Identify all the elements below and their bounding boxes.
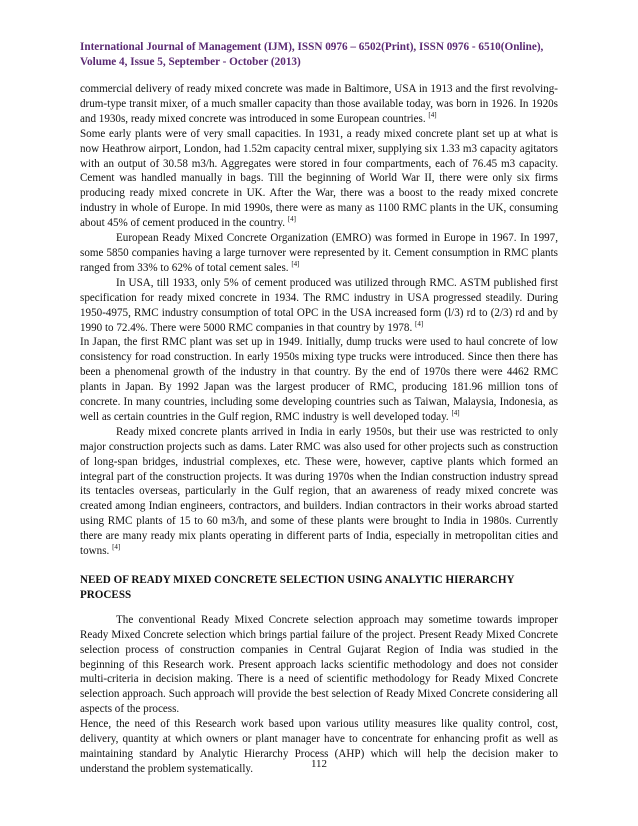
- paragraph-baltimore: commercial delivery of ready mixed concrete was made in Baltimore, USA in 1913 and the first revolving-drum-type transit mixer, of a much smaller capacity than those available today, was born in 1926. In 1920s and 1930s, ready mixed concrete was introduced in some European countries. [4]: [80, 83, 558, 125]
- page-number: 112: [310, 758, 328, 770]
- paragraph-research-need: Hence, the need of this Research work based upon various utility measures like quality control, cost, delivery, quantity at which owners or plant manager have to concentrate for enhancing profit as well as maintaining standard by Analytic Hierarchy Process (AHP) which will help the decision maker to understand the problem systematically.: [80, 718, 558, 775]
- paragraph-conventional-approach: The conventional Ready Mixed Concrete selection approach may sometime towards improper Ready Mixed Concrete selection which brings partial failure of the project. Present Ready Mixed Concrete selection process of construction companies in Central Gujarat Region of India was studied in the beginning of this Research work. Present approach lacks scientific methodology and does not consider multi-criteria in decision making. There is a need of scientific methodology for Ready Mixed Concrete selection approach. Such approach will provide the best selection of Ready Mixed Concrete considering all aspects of the process.: [80, 613, 558, 716]
- paragraph-uk-plants: Some early plants were of very small capacities. In 1931, a ready mixed concrete plant set up at what is now Heathrow airport, London, had 1.52m capacity central mixer, supplying six 1.33 m3 capacity agitators with an output of 30.58 m3/h. Aggregates were stored in four compartments, each of 76.45 m3 capacity. Cement was handled manually in bags. Till the beginning of World War II, there were only six firms producing ready mixed concrete in UK. After the War, there was a boost to the ready mixed concrete industry in whole of Europe. In mid 1990s, there were as many as 1100 RMC plants in the UK, consuming about 45% of cement produced in the country. [4]: [80, 127, 558, 230]
- citation-ref: [4]: [291, 259, 300, 268]
- paragraph-usa: In USA, till 1933, only 5% of cement produced was utilized through RMC. ASTM published first specification for ready mixed concrete in 1934. The RMC industry in USA progressed steadily. During 1950-4975, RMC industry consumption of total OPC in the USA increased form (l/3) rd to (2/3) rd and by 1990 to 72.4%. There were 5000 RMC companies in that country by 1978. [4]: [80, 276, 558, 334]
- paragraph-india: Ready mixed concrete plants arrived in India in early 1950s, but their use was restricted to only major construction projects such as dams. Later RMC was also used for other projects such as construction of long-span bridges, industrial complexes, etc. These were, however, captive plants which formed an integral part of the construction projects. It was during 1970s when the Indian construction industry spread its tentacles overseas, particularly in the Gulf region, that an awareness of ready mixed concrete was created among Indian engineers, contractors, and builders. Indian contractors in their works abroad started using RMC plants of 15 to 60 m3/h, and some of these plants were brought to India in 1980s. Currently there are many ready mix plants operating in different parts of India, especially in metropolitan cities and towns. [4]: [80, 425, 558, 558]
- journal-header-line-2: Volume 4, Issue 5, September - October (2013): [80, 56, 301, 68]
- article-body: [80, 82, 558, 777]
- journal-header-line-1: International Journal of Management (IJM), ISSN 0976 – 6502(Print), ISSN 0976 - 6510(Online),: [80, 41, 544, 53]
- citation-ref: [4]: [112, 543, 121, 552]
- journal-header: [80, 40, 560, 70]
- section-heading: NEED OF READY MIXED CONCRETE SELECTION USING ANALYTIC HIERARCHY PROCESS: [80, 574, 515, 601]
- citation-ref: [4]: [428, 110, 437, 119]
- citation-ref: [4]: [451, 408, 460, 417]
- paragraph-emro: European Ready Mixed Concrete Organization (EMRO) was formed in Europe in 1967. In 1997, some 5850 companies having a large turnover were represented by it. Cement consumption in RMC plants ranged from 33% to 62% of total cement sales. [4]: [80, 232, 558, 274]
- citation-ref: [4]: [287, 215, 297, 224]
- citation-ref: [4]: [415, 319, 424, 328]
- paragraph-japan: In Japan, the first RMC plant was set up in 1949. Initially, dump trucks were used to haul concrete of low consistency for road construction. In early 1950s mixing type trucks were introduced. Since then there has been a phenomenal growth of the industry in that country. By the end of 1970s there were 4462 RMC plants in Japan. By 1992 Japan was the largest producer of RMC, producing 181.96 million tons of concrete. In many countries, including some developing countries such as Taiwan, Malaysia, Indonesia, as well as certain countries in the Gulf region, RMC industry is well developed today. [4]: [80, 336, 558, 423]
